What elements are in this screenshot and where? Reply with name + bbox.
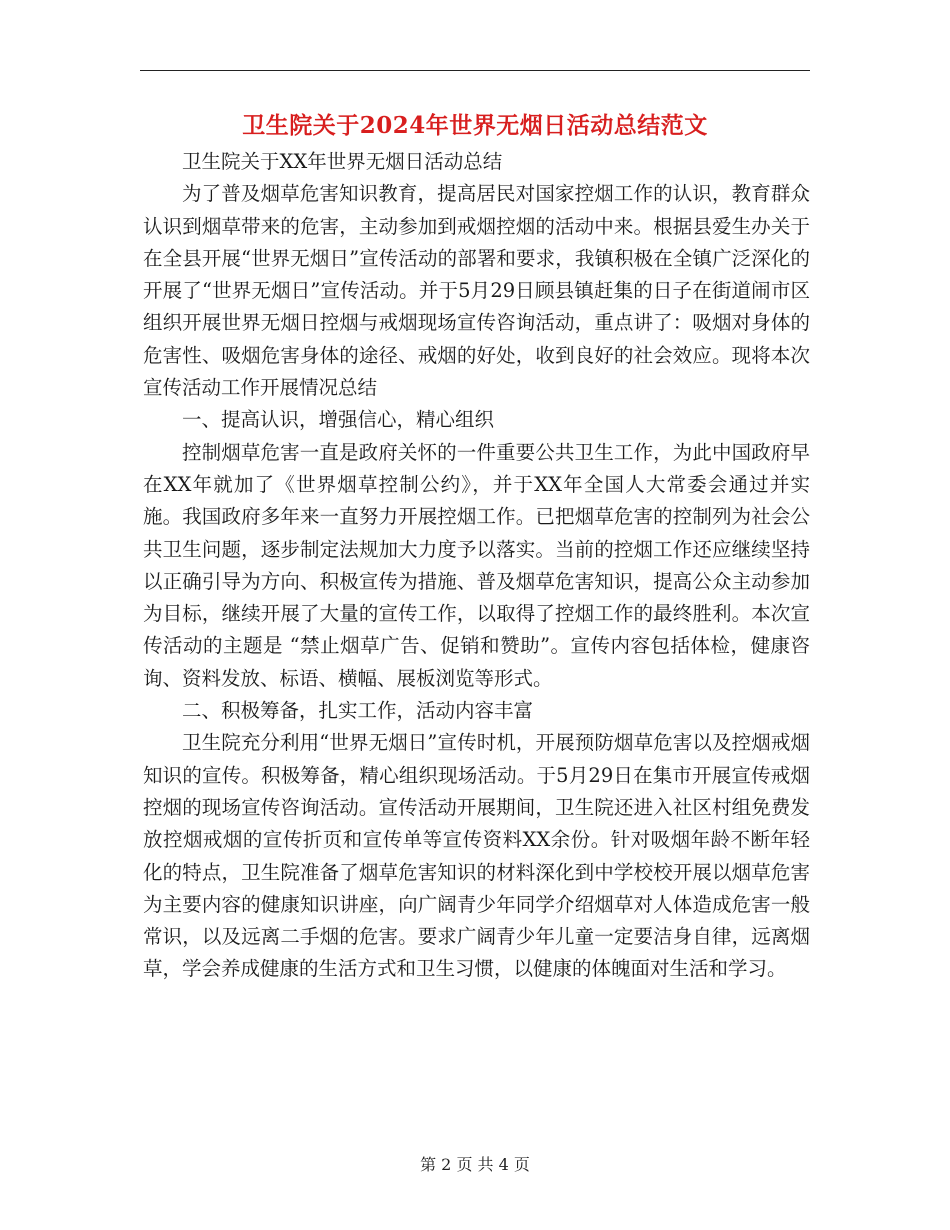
section-1-paragraph: 控制烟草危害一直是政府关怀的一件重要公共卫生工作，为此中国政府早在XX年就加了《世界烟草控制公约》，并于XX年全国人大常委会通过并实施。我国政府多年来一直努力开展控烟工作。已把烟草危害的控制列为社会公共卫生问题，逐步制定法规加大力度予以落实。当前的控烟工作还应继续坚持以正确引导为方向、积极宣传为措施、普及烟草危害知识，提高公众主动参加为目标，继续开展了大量的宣传工作，以取得了控烟工作的最终胜利。本次宣传活动的主题是 “禁止烟草广告、促销和赞助”。宣传内容包括体检，健康咨询、资料发放、标语、横幅、展板浏览等形式。 — [143, 440, 810, 690]
intro-paragraph: 为了普及烟草危害知识教育，提高居民对国家控烟工作的认识，教育群众认识到烟草带来的危害，主动参加到戒烟控烟的活动中来。根据县爱生办关于在全县开展“世界无烟日”宣传活动的部署和要求，我镇积极在全镇广泛深化的开展了“世界无烟日”宣传活动。并于5月29日顾县镇赶集的日子在街道闹市区组织开展世界无烟日控烟与戒烟现场宣传咨询活动，重点讲了：吸烟对身体的危害性、吸烟危害身体的途径、戒烟的好处，收到良好的社会效应。现将本次宣传活动工作开展情况总结 — [143, 182, 810, 400]
subtitle-paragraph: 卫生院关于XX年世界无烟日活动总结 — [182, 150, 503, 173]
page-number-footer: 第 2 页 共 4 页 — [420, 1155, 530, 1174]
section-2-paragraph: 卫生院充分利用“世界无烟日”宣传时机，开展预防烟草危害以及控烟戒烟知识的宣传。积极筹备，精心组织现场活动。于5月29日在集市开展宣传戒烟控烟的现场宣传咨询活动。宣传活动开展期间，卫生院还进入社区村组免费发放控烟戒烟的宣传折页和宣传单等宣传资料XX余份。针对吸烟年龄不断年轻化的特点，卫生院准备了烟草危害知识的材料深化到中学校校开展以烟草危害为主要内容的健康知识讲座，向广阔青少年同学介绍烟草对人体造成危害一般常识，以及远离二手烟的危害。要求广阔青少年儿童一定要洁身自律，远离烟草，学会养成健康的生活方式和卫生习惯，以健康的体魄面对生活和学习。 — [143, 731, 810, 981]
document-title: 卫生院关于2024年世界无烟日活动总结范文 — [242, 112, 708, 139]
section-heading-1: 一、提高认识，增强信心，精心组织 — [182, 408, 495, 432]
document-body — [143, 146, 810, 986]
header-divider — [140, 70, 810, 71]
section-heading-2: 二、积极筹备，扎实工作，活动内容丰富 — [182, 699, 534, 723]
